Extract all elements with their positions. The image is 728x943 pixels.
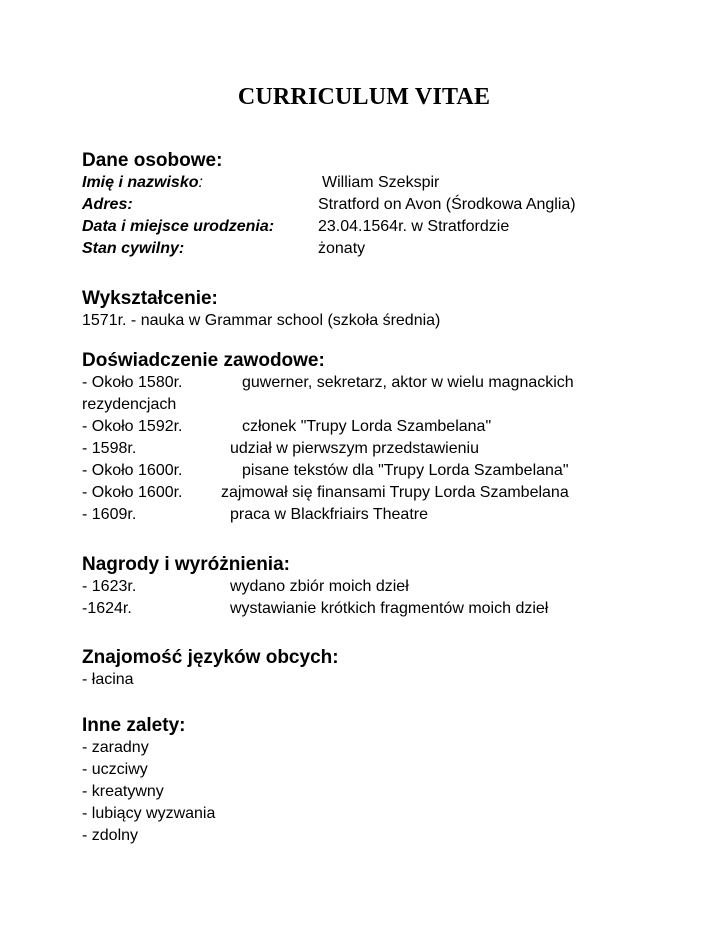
personal-label-colon: : <box>198 174 203 191</box>
experience-date: - 1598r. <box>82 440 137 457</box>
page-title: CURRICULUM VITAE <box>237 84 491 110</box>
experience-date: - 1609r. <box>82 506 137 523</box>
experience-text: członek "Trupy Lorda Szambelana" <box>242 418 492 435</box>
experience-date: - Około 1600r. <box>82 462 183 479</box>
experience-item <box>82 394 702 416</box>
personal-value: Stratford on Avon (Środkowa Anglia) <box>318 196 576 213</box>
language-item: - łacina <box>82 671 134 688</box>
experience-text: pisane tekstów dla "Trupy Lorda Szambelana" <box>242 462 569 479</box>
experience-item <box>82 416 702 438</box>
awards-heading: Nagrody i wyróżnienia: <box>82 554 290 575</box>
experience-section <box>82 350 702 526</box>
quality-item: - zdolny <box>82 827 139 844</box>
quality-item: - kreatywny <box>82 783 164 800</box>
award-date: - 1623r. <box>82 578 137 595</box>
experience-item <box>82 482 702 504</box>
personal-value: żonaty <box>318 240 366 257</box>
personal-section <box>82 150 702 260</box>
experience-item <box>82 372 702 394</box>
experience-item <box>82 438 702 460</box>
award-item <box>82 576 702 598</box>
experience-date: rezydencjach <box>82 396 177 413</box>
award-text: wydano zbiór moich dzieł <box>230 578 409 595</box>
awards-section <box>82 554 702 620</box>
award-text: wystawianie krótkich fragmentów moich dzieł <box>230 600 549 617</box>
qualities-heading: Inne zalety: <box>82 715 186 736</box>
languages-section <box>82 647 702 691</box>
personal-label: Imię i nazwisko <box>82 174 199 191</box>
experience-date: - Około 1580r. <box>82 374 183 391</box>
experience-text: zajmował się finansami Trupy Lorda Szambelana <box>221 484 569 501</box>
quality-item: - zaradny <box>82 739 149 756</box>
experience-date: - Około 1600r. <box>82 484 183 501</box>
experience-text: guwerner, sekretarz, aktor w wielu magnackich <box>242 374 574 391</box>
personal-label: Stan cywilny: <box>82 240 185 257</box>
quality-item: - uczciwy <box>82 761 148 778</box>
award-date: -1624r. <box>82 600 132 617</box>
experience-text: praca w Blackfriairs Theatre <box>230 506 428 523</box>
experience-date: - Około 1592r. <box>82 418 183 435</box>
education-section <box>82 288 702 332</box>
quality-item: - lubiący wyzwania <box>82 805 216 822</box>
personal-label: Data i miejsce urodzenia: <box>82 218 275 235</box>
personal-value: 23.04.1564r. w Stratfordzie <box>318 218 510 235</box>
education-line: 1571r. - nauka w Grammar school (szkoła średnia) <box>82 312 441 329</box>
personal-value: William Szekspir <box>322 174 440 191</box>
experience-heading: Doświadczenie zawodowe: <box>82 350 325 371</box>
education-heading: Wykształcenie: <box>82 288 218 309</box>
personal-row-address <box>82 194 702 216</box>
personal-label: Adres: <box>82 196 133 213</box>
personal-row-marital <box>82 238 702 260</box>
personal-row-name <box>82 172 702 194</box>
languages-heading: Znajomość języków obcych: <box>82 647 339 668</box>
experience-item <box>82 460 702 482</box>
award-item <box>82 598 702 620</box>
experience-text: udział w pierwszym przedstawieniu <box>230 440 479 457</box>
experience-item <box>82 504 702 526</box>
qualities-section <box>82 715 702 847</box>
personal-row-birth <box>82 216 702 238</box>
personal-heading: Dane osobowe: <box>82 150 223 171</box>
